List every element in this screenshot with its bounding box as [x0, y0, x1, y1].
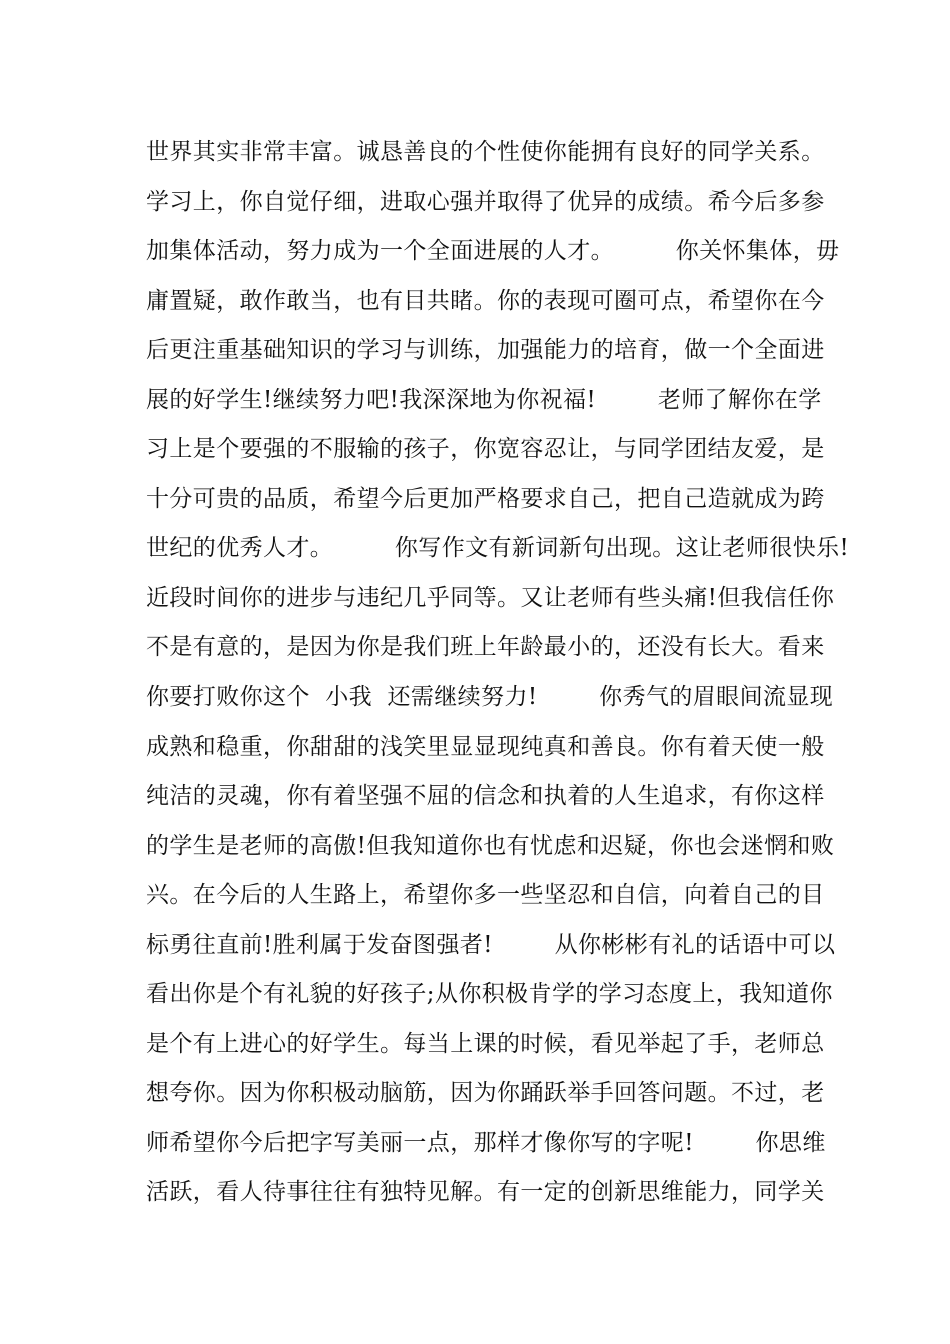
- text-line: 庸置疑，敢作敢当，也有目共睹。你的表现可圈可点，希望你在今: [146, 287, 825, 314]
- text-line: 看出你是个有礼貌的好孩子;从你积极肯学的学习态度上，我知道你: [146, 981, 833, 1008]
- text-line: 成熟和稳重，你甜甜的浅笑里显显现纯真和善良。你有着天使一般: [146, 733, 825, 760]
- text-line: 后更注重基础知识的学习与训练，加强能力的培育，做一个全面进: [146, 337, 825, 364]
- text-line: 想夸你。因为你积极动脑筋，因为你踊跃举手回答问题。不过，老: [146, 1080, 825, 1107]
- text-line: 世纪的优秀人才。 你写作文有新词新句出现。这让老师很快乐!: [146, 535, 850, 562]
- text-line: 活跃，看人待事往往有独特见解。有一定的创新思维能力，同学关: [146, 1179, 825, 1206]
- text-line: 近段时间你的进步与违纪几乎同等。又让老师有些头痛!但我信任你: [146, 584, 835, 611]
- text-line: 展的好学生!继续努力吧!我深深地为你祝福! 老师了解你在学: [146, 386, 822, 413]
- comment-text-body: [146, 128, 850, 1218]
- text-line: 不是有意的，是因为你是我们班上年龄最小的，还没有长大。看来: [146, 634, 825, 661]
- text-line: 是个有上进心的好学生。每当上课的时候，看见举起了手，老师总: [146, 1030, 825, 1057]
- text-line: 十分可贵的品质，希望今后更加严格要求自己，把自己造就成为跨: [146, 485, 825, 512]
- text-line: 世界其实非常丰富。诚恳善良的个性使你能拥有良好的同学关系。: [146, 139, 825, 165]
- text-line: 兴。在今后的人生路上，希望你多一些坚忍和自信，向着自己的目: [146, 882, 825, 909]
- text-line: 的学生是老师的高傲!但我知道你也有忧虑和迟疑，你也会迷惘和败: [146, 832, 835, 859]
- text-line: 学习上，你自觉仔细，进取心强并取得了优异的成绩。希今后多参: [146, 188, 825, 215]
- text-line: 师希望你今后把字写美丽一点，那样才像你写的字呢! 你思维: [146, 1129, 826, 1156]
- text-line: 加集体活动，努力成为一个全面进展的人才。 你关怀集体，毋: [146, 238, 840, 265]
- text-line: 标勇往直前!胜利属于发奋图强者! 从你彬彬有礼的话语中可以: [146, 931, 836, 958]
- text-line: 纯洁的灵魂，你有着坚强不屈的信念和执着的人生追求，有你这样: [146, 783, 825, 810]
- text-line: 你要打败你这个 小我 还需继续努力! 你秀气的眉眼间流显现: [146, 684, 834, 711]
- text-line: 习上是个要强的不服输的孩子，你宽容忍让，与同学团结友爱，是: [146, 436, 825, 463]
